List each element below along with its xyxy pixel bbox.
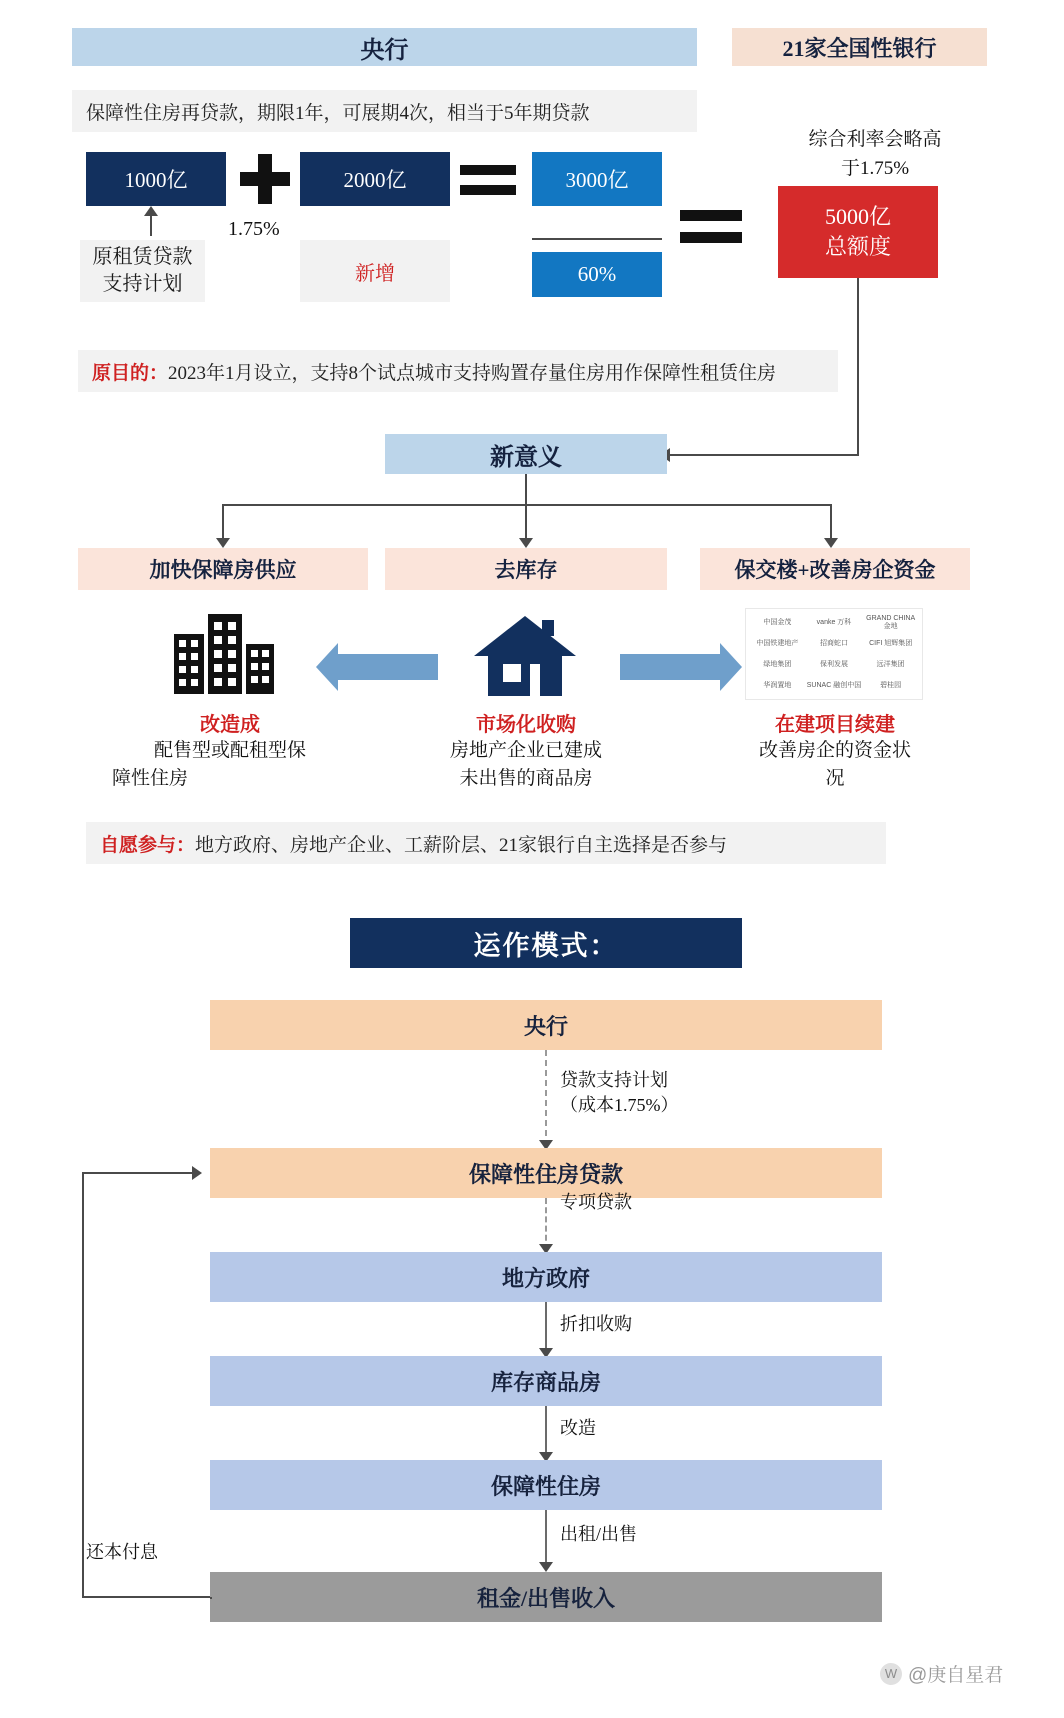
amount-box-2-text: 2000亿 — [343, 168, 407, 192]
ratio-box — [532, 252, 662, 297]
logo-item: 中国铁建地产 — [756, 639, 799, 647]
equals-sign-1 — [460, 163, 516, 197]
flow-edge-5-label-line1: 出租/出售 — [560, 1524, 638, 1544]
branch-arrow-2 — [519, 538, 533, 548]
flow-edge-1-label-line2: （成本1.75%） — [560, 1095, 679, 1116]
watermark — [880, 1660, 1003, 1687]
flow-node-inventory-housing-text: 库存商品房 — [490, 1369, 601, 1395]
voluntary-note — [86, 822, 886, 864]
flow-node-affordable-housing — [210, 1460, 882, 1510]
logo-item: 中国金茂 — [763, 618, 792, 626]
buildings-icon — [168, 608, 288, 700]
old-plan-line1: 原租赁贷款 — [92, 246, 193, 268]
flow-edge-2 — [545, 1198, 547, 1250]
right-caption-line1: 改善房企的资金状 — [758, 740, 911, 761]
flow-edge-2-label-line1: 专项贷款 — [560, 1192, 632, 1212]
new-add-text: 新增 — [355, 262, 395, 285]
new-meaning-title-text: 新意义 — [490, 444, 562, 471]
flow-edge-4 — [545, 1406, 547, 1458]
amount-box-1-text: 1000亿 — [124, 168, 188, 192]
logo-item: 绿地集团 — [763, 660, 792, 668]
purpose-note — [78, 350, 838, 392]
old-plan-line2: 支持计划 — [102, 273, 183, 295]
return-loop-arrowhead — [192, 1166, 202, 1180]
amount-box-1 — [86, 152, 226, 206]
flow-edge-4-label — [560, 1416, 770, 1441]
return-loop-label-text: 还本付息 — [86, 1542, 158, 1562]
logo-item: SUNAC 融创中国 — [806, 681, 862, 689]
banks-title — [732, 28, 987, 66]
logo-item: 远洋集团 — [876, 660, 905, 668]
section-title-text: 运作模式： — [473, 930, 619, 961]
flow-edge-3 — [545, 1302, 547, 1354]
central-bank-title — [72, 28, 697, 66]
flow-node-central-bank-text: 央行 — [523, 1013, 568, 1039]
logo-item: CIFI 旭辉集团 — [869, 639, 913, 647]
branch-box-1-text: 加快保障房供应 — [149, 558, 297, 582]
right-caption — [710, 708, 960, 792]
center-caption-line2: 未出售的商品房 — [459, 767, 593, 789]
branch-vline-2 — [525, 504, 527, 540]
house-icon — [470, 612, 580, 700]
flow-edge-3-label-line1: 折扣收购 — [560, 1314, 632, 1334]
ratio-box-text: 60% — [577, 262, 617, 286]
old-plan-box — [80, 240, 205, 302]
flow-edge-4-label-line1: 改造 — [560, 1418, 596, 1438]
flow-node-housing-loan — [210, 1148, 882, 1198]
developer-logos — [745, 608, 923, 700]
logo-item: 招商蛇口 — [819, 639, 848, 647]
return-loop-vline-right — [210, 1597, 212, 1599]
flow-edge-2-label — [560, 1190, 770, 1215]
arrow-to-buildings-icon — [338, 654, 438, 680]
purpose-note-text: 2023年1月设立，支持8个试点城市支持购置存量住房用作保障性租赁住房 — [168, 362, 777, 384]
branch-box-3 — [700, 548, 970, 590]
flow-edge-1-label — [560, 1068, 770, 1118]
weibo-icon: W — [880, 1663, 902, 1685]
flow-node-inventory-housing — [210, 1356, 882, 1406]
flow-edge-5-arrow — [539, 1562, 553, 1572]
meaning-stem — [525, 474, 527, 504]
policy-note — [72, 90, 697, 132]
branch-box-2 — [385, 548, 667, 590]
flow-edge-1 — [545, 1050, 547, 1146]
center-caption-line1: 房地产企业已建成 — [449, 740, 602, 761]
return-loop-label — [86, 1540, 196, 1565]
amount-box-2 — [300, 152, 450, 206]
total-quota-line2: 总额度 — [824, 234, 891, 259]
branch-box-2-text: 去库存 — [494, 558, 558, 582]
total-to-meaning-hline — [670, 454, 859, 456]
plus-sign — [236, 150, 294, 208]
fraction-line — [532, 238, 662, 240]
flow-node-rental-income — [210, 1572, 882, 1622]
new-meaning-title — [385, 434, 667, 474]
flow-node-central-bank — [210, 1000, 882, 1050]
left-caption-line1: 配售型或配租型保 — [153, 740, 306, 761]
left-caption — [100, 708, 360, 792]
left-caption-red: 改造成 — [200, 714, 260, 736]
flow-node-local-government — [210, 1252, 882, 1302]
rate-label-text: 1.75% — [228, 218, 280, 240]
total-quota-box — [778, 186, 938, 278]
return-loop-hline-top — [82, 1172, 194, 1174]
center-caption-red: 市场化收购 — [476, 714, 576, 736]
voluntary-label-text: 自愿参与： — [100, 834, 196, 856]
right-caption-line2: 况 — [825, 767, 845, 789]
arrow-to-developers-icon — [620, 654, 720, 680]
branch-box-3-text: 保交楼+改善房企资金 — [734, 558, 936, 582]
rate-note — [770, 126, 980, 183]
total-to-meaning-vline — [857, 278, 859, 456]
logo-item: vanke 万科 — [816, 618, 852, 626]
central-bank-title-text: 央行 — [360, 37, 409, 64]
old-plan-connector — [150, 214, 152, 236]
logo-item: 保利发展 — [819, 660, 848, 668]
flow-node-rental-income-text: 租金/出售收入 — [476, 1585, 616, 1611]
flow-node-affordable-housing-text: 保障性住房 — [490, 1473, 601, 1499]
right-caption-red: 在建项目续建 — [775, 714, 895, 736]
rate-note-line2: 于1.75% — [840, 157, 910, 179]
watermark-text: @庚自星君 — [908, 1665, 1004, 1686]
old-plan-arrowhead — [144, 206, 158, 216]
branch-arrow-3 — [824, 538, 838, 548]
flow-edge-5 — [545, 1510, 547, 1568]
banks-title-text: 21家全国性银行 — [782, 35, 937, 61]
voluntary-note-text: 地方政府、房地产企业、工薪阶层、21家银行自主选择是否参与 — [195, 834, 728, 856]
branch-vline-3 — [830, 504, 832, 540]
section-title-operating-model — [350, 918, 742, 968]
return-loop-hline-bottom — [82, 1596, 210, 1598]
center-caption — [400, 708, 652, 792]
logo-item: 华润置地 — [763, 681, 792, 689]
amount-box-3 — [532, 152, 662, 206]
branch-arrow-1 — [216, 538, 230, 548]
rate-label — [228, 218, 318, 241]
left-caption-line2: 障性住房 — [112, 767, 189, 789]
amount-box-3-text: 3000亿 — [565, 168, 629, 192]
flow-node-local-government-text: 地方政府 — [501, 1265, 590, 1291]
flow-node-housing-loan-text: 保障性住房贷款 — [468, 1161, 623, 1187]
logo-item: GRAND CHINA 金地 — [866, 614, 916, 630]
flow-edge-1-label-line1: 贷款支持计划 — [560, 1070, 668, 1090]
branch-vline-1 — [222, 504, 224, 540]
equals-sign-2 — [680, 208, 742, 244]
policy-note-text: 保障性住房再贷款，期限1年，可展期4次，相当于5年期贷款 — [86, 102, 590, 124]
total-quota-line1: 5000亿 — [824, 204, 891, 230]
new-add-box — [300, 240, 450, 302]
rate-note-line1: 综合利率会略高 — [808, 129, 942, 150]
return-loop-vline-left — [82, 1172, 84, 1598]
flow-edge-5-label — [560, 1522, 770, 1547]
logo-item: 碧桂园 — [880, 681, 902, 689]
branch-box-1 — [78, 548, 368, 590]
purpose-label-text: 原目的： — [92, 362, 169, 384]
flow-edge-3-label — [560, 1312, 770, 1337]
